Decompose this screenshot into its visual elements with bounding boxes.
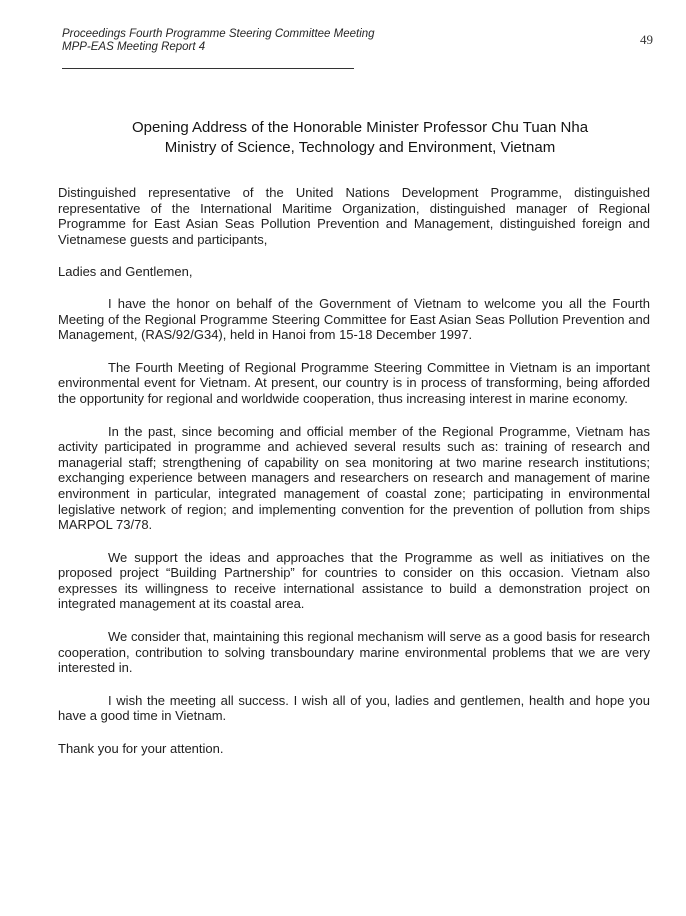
paragraph-welcome: I have the honor on behalf of the Government of Vietnam to welcome you all the Fourth Meeting of the Regional Programme Steering Committee for East Asian Seas Pollution Prevention and Management, (RAS/92/G34), held in Hanoi from 15-18 December 1997. <box>58 295 650 343</box>
header-divider <box>62 68 354 69</box>
title-line-speaker: Opening Address of the Honorable Minister Professor Chu Tuan Nha <box>131 119 589 136</box>
header-proceedings-title: Proceedings Fourth Programme Steering Committee Meeting <box>62 28 375 40</box>
greeting-paragraph: Distinguished representative of the United Nations Development Programme, distinguished representative of the International Maritime Organization, distinguished manager of Regional Programme for East Asian Seas Pollution Prevention and Management, distinguished foreign and Vietnamese guests and participants, <box>58 185 650 247</box>
closing-line: Thank you for your attention. <box>58 741 224 757</box>
paragraph-meeting-importance: The Fourth Meeting of Regional Programme Steering Committee in Vietnam is an important environmental event for Vietnam. At present, our country is in process of transforming, being afforded the opportunity for regional and worldwide cooperation, thus increasing interest in marine economy. <box>58 359 650 406</box>
paragraph-cooperation: We consider that, maintaining this regional mechanism will serve as a good basis for research cooperation, contribution to solving transboundary marine environmental problems that we are very interested in. <box>58 629 650 676</box>
address-title <box>60 118 660 158</box>
salutation: Ladies and Gentlemen, <box>58 264 193 280</box>
paragraph-wishes: I wish the meeting all success. I wish all of you, ladies and gentlemen, health and hope you have a good time in Vietnam. <box>58 692 650 724</box>
header-report-title: MPP-EAS Meeting Report 4 <box>62 41 206 53</box>
paragraph-support: We support the ideas and approaches that the Programme as well as initiatives on the proposed project “Building Partnership” for countries to consider on this occasion. Vietnam also expresses its willingness to receive international assistance to build a demonstration project on integrated management at its coastal area. <box>58 549 650 612</box>
address-body <box>58 185 650 774</box>
title-line-ministry: Ministry of Science, Technology and Environment, Vietnam <box>164 139 556 156</box>
paragraph-past-results: In the past, since becoming and official member of the Regional Programme, Vietnam has activity participated in programme and achieved several results such as: training of research and managerial staff; strengthening of capability on sea monitoring at two marine research institutions; exchanging experience between managers and researchers on research and management of marine environment in particular, integrated management of coastal zone; participating in environmental legislative network of region; and implementing convention for the prevention of pollution from ships MARPOL 73/78. <box>58 423 650 533</box>
running-header <box>62 28 375 54</box>
page-number: 49 <box>640 32 653 47</box>
